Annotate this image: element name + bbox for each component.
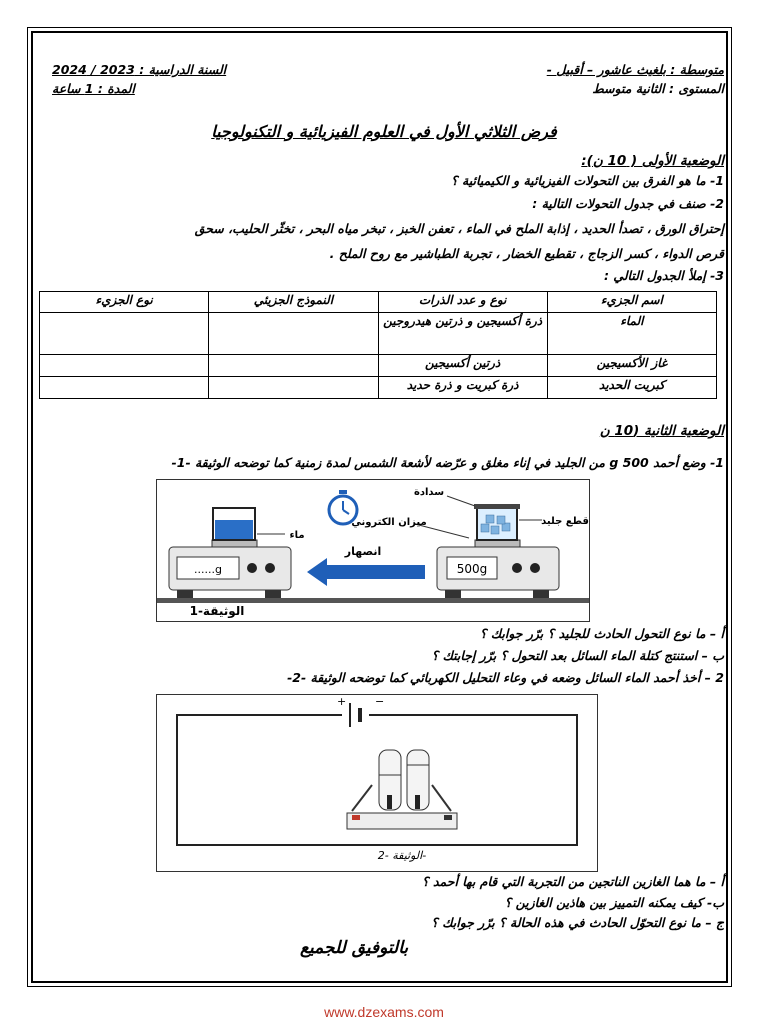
school-year: السنة الدراسية : 2023 / 2024 [52, 62, 227, 77]
table-cell: غاز الأكسيجين [547, 355, 716, 377]
table-cell [209, 355, 378, 377]
part2-q2a: أ – ما هما الغازين الناتجين من التجربة التي قام بها أحمد ؟ [421, 874, 724, 889]
left-scale-button [247, 563, 257, 573]
table-header: اسم الجزيء [547, 292, 716, 313]
part2-heading: الوضعية الثانية (10 ن [599, 423, 724, 439]
table-cell [209, 377, 378, 399]
table-cell: ذرة أكسيجين و ذرتين هيدروجين [378, 313, 547, 355]
table-header: نوع و عدد الذرات [378, 292, 547, 313]
table-header: النموذج الجزيئي [209, 292, 378, 313]
table-cell [209, 313, 378, 355]
exam-title: فرض الثلاثي الأول في العلوم الفيزيائية و التكنولوجيا [211, 122, 557, 141]
arrow-label: انصهار [344, 545, 382, 558]
table-row [40, 377, 717, 399]
beaker-lid [474, 504, 520, 509]
school-name: متوسطة : بلغيث عاشور – أقبيل - [546, 62, 724, 77]
table-cell: ذرتين أكسيجين [378, 355, 547, 377]
table-cell: الماء [547, 313, 716, 355]
part2-q1b: ب – استنتج كتلة الماء السائل بعد التحول ؟ برّر إجابتك ؟ [431, 648, 724, 663]
table-row [40, 313, 717, 355]
part2-q2c: ج – ما نوع التحوّل الحادث في هذه الحالة ؟ برّر جوابك ؟ [431, 915, 724, 930]
table-cell: كبريت الحديد [547, 377, 716, 399]
table-cell: ذرة كبريت و ذرة حديد [378, 377, 547, 399]
document-1-figure [156, 479, 590, 622]
footer-link[interactable]: www.dzexams.com [324, 1004, 444, 1020]
part1-q2: 2- صنف في جدول التحولات التالية : [532, 196, 724, 211]
molecules-table [39, 291, 717, 399]
right-display-text: 500g [456, 562, 488, 576]
electrode [387, 795, 392, 809]
closing-wish: بالتوفيق للجميع [300, 938, 409, 958]
electrolysis-base [347, 813, 457, 829]
table-cell [40, 313, 209, 355]
level: المستوى : الثانية متوسط [592, 81, 724, 96]
table-header: نوع الجزيء [40, 292, 209, 313]
part1-list-line1: إحتراق الورق ، تصدأ الحديد ، إذابة الملح في الماء ، تعفن الخبز ، تبخر مياه البحر ، تخثّر الحليب، سحق [194, 221, 724, 236]
table-row [40, 355, 717, 377]
electrolysis-diagram [157, 695, 597, 871]
part2-q2b: ب- كيف يمكنه التمييز بين هاذين الغازين ؟ [504, 895, 724, 910]
part2-q1: 1- وضع أحمد g 500 من الجليد في إناء مغلق و عرّضه لأشعة الشمس لمدة زمنية كما توضحه الوثيقة -1- [171, 455, 724, 470]
table-cell [40, 377, 209, 399]
table-surface [157, 598, 589, 603]
battery-plus: + [337, 695, 347, 708]
left-display-text: ......g [194, 563, 222, 576]
melting-arrow [307, 558, 425, 586]
table-cell [40, 355, 209, 377]
melting-experiment-diagram [157, 480, 589, 621]
part1-heading: الوضعية الأولى ( 10 ن): [581, 153, 724, 169]
duration: المدة : 1 ساعة [52, 81, 135, 96]
part1-q1: 1- ما هو الفرق بين التحولات الفيزيائية و الكيميائية ؟ [451, 173, 724, 188]
water-liquid [215, 520, 253, 539]
right-scale-button [530, 563, 540, 573]
electrode [415, 795, 420, 809]
part1-list-line2: قرص الدواء ، كسر الزجاج ، تقطيع الخضار ، تجربة الطباشير مع روح الملح . [329, 246, 724, 261]
document-2-figure [156, 694, 598, 872]
right-scale-button [512, 563, 522, 573]
part2-q1a: أ – ما نوع التحول الحادث للجليد ؟ برّر جوابك ؟ [479, 626, 724, 641]
part2-q2: 2 – أخذ أحمد الماء السائل وضعه في وعاء التحليل الكهربائي كما توضحه الوثيقة -2- [287, 670, 724, 685]
ice-label: قطع جليد [541, 516, 589, 527]
battery-minus: − [375, 695, 385, 708]
doc1-caption: الوثيقة-1 [189, 604, 245, 618]
part1-q3: 3- إملأ الجدول التالي : [603, 268, 724, 283]
left-scale-button [265, 563, 275, 573]
scale-label: ميزان الكتروني [351, 517, 427, 528]
water-label: ماء [289, 530, 305, 541]
doc2-caption: الوثيقة -2- [377, 849, 427, 862]
lid-label: سدادة [413, 487, 445, 498]
